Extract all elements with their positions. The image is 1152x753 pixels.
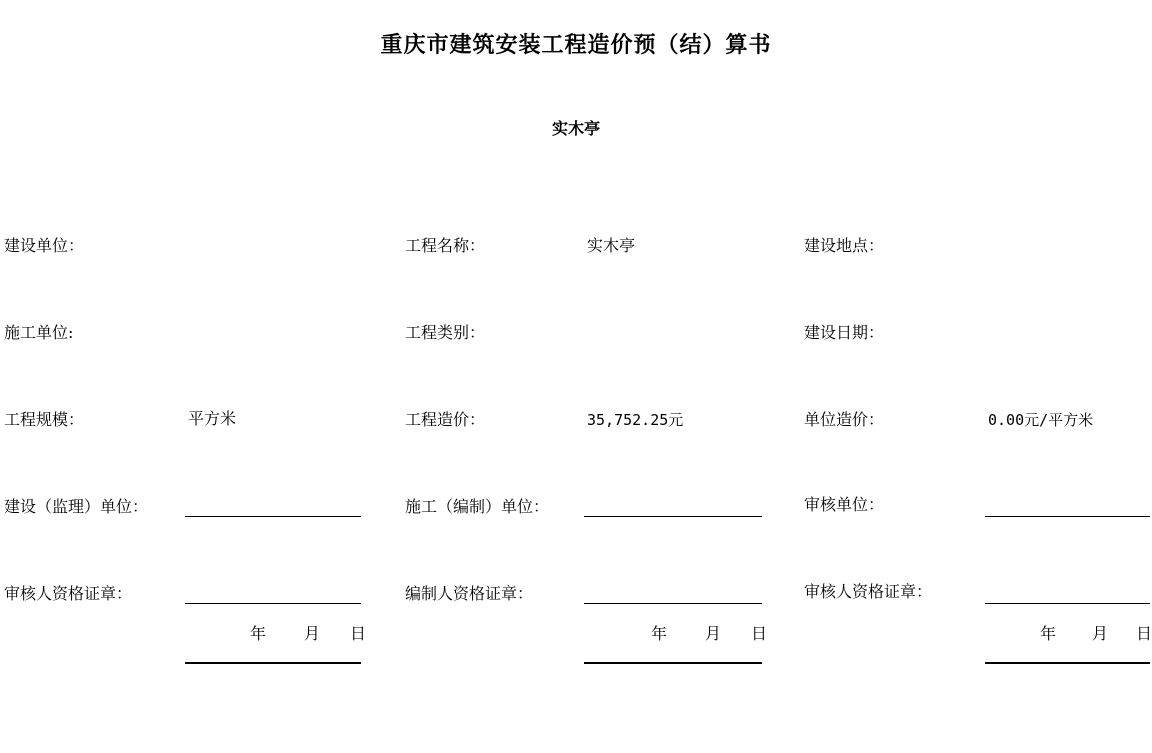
construction-date-label: 建设日期： <box>804 323 885 342</box>
unit-cost-value: 0.00元/平方米 <box>988 411 1094 429</box>
auditor-qualification-label-left: 审核人资格证章： <box>4 584 133 603</box>
date-day-label: 日 <box>751 624 768 643</box>
date-month-label: 月 <box>705 624 722 643</box>
date-month-label: 月 <box>304 624 321 643</box>
audit-unit-label: 审核单位： <box>804 495 885 514</box>
project-name-value: 实木亭 <box>587 236 636 255</box>
auditor-qualification-line-right <box>985 603 1150 604</box>
project-category-label: 工程类别： <box>405 323 486 342</box>
date-day-label: 日 <box>350 624 367 643</box>
project-cost-label: 工程造价： <box>405 410 486 429</box>
project-name-heading: 实木亭 <box>551 119 600 138</box>
date-line-left <box>185 662 361 664</box>
audit-unit-signature-line <box>985 516 1150 517</box>
compiler-qualification-line <box>584 603 762 604</box>
date-right <box>1040 624 1152 644</box>
date-left <box>250 624 366 644</box>
date-month-label: 月 <box>1092 624 1109 643</box>
project-scale-label: 工程规模： <box>4 410 85 429</box>
date-day-label: 日 <box>1136 624 1152 643</box>
date-year-label: 年 <box>651 624 668 643</box>
compiling-unit-label: 施工（编制）单位： <box>405 497 550 516</box>
supervision-unit-label: 建设（监理）单位： <box>4 497 149 516</box>
compiler-qualification-label: 编制人资格证章： <box>405 584 534 603</box>
date-line-right <box>985 662 1150 664</box>
auditor-qualification-line-left <box>185 603 361 604</box>
project-scale-value: 平方米 <box>188 409 237 428</box>
supervision-unit-signature-line <box>185 516 361 517</box>
project-name-label: 工程名称： <box>405 236 486 255</box>
unit-cost-label: 单位造价： <box>804 410 885 429</box>
date-line-middle <box>584 662 762 664</box>
date-year-label: 年 <box>250 624 267 643</box>
document-title: 重庆市建筑安装工程造价预（结）算书 <box>380 32 772 58</box>
project-cost-value: 35,752.25元 <box>587 411 684 429</box>
construction-location-label: 建设地点： <box>804 236 885 255</box>
date-year-label: 年 <box>1040 624 1057 643</box>
date-middle <box>651 624 767 644</box>
contractor-unit-label: 施工单位: <box>4 323 74 342</box>
auditor-qualification-label-right: 审核人资格证章： <box>804 582 933 601</box>
compiling-unit-signature-line <box>584 516 762 517</box>
construction-unit-label: 建设单位： <box>4 236 85 255</box>
